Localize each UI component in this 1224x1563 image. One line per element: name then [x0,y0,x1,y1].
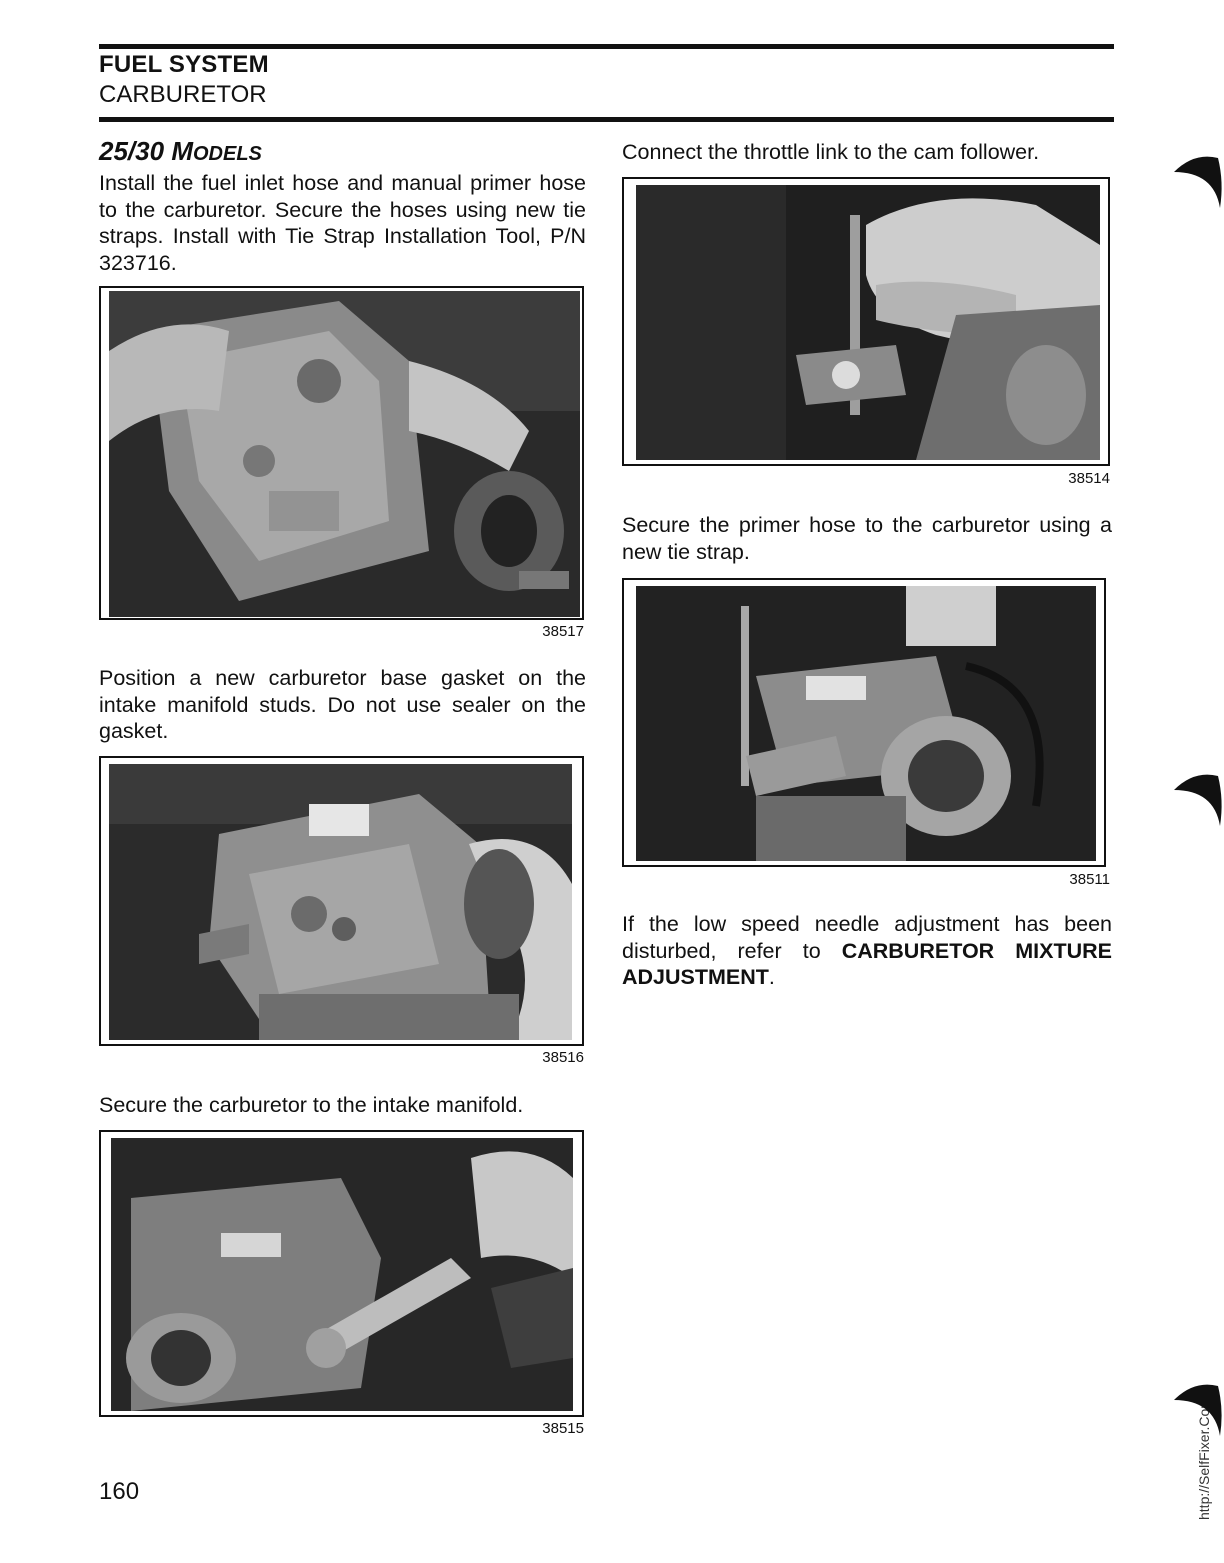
subsection-heading [99,136,262,167]
right-paragraph-2: Secure the primer hose to the carburetor using a new tie strap. [622,513,1112,564]
left-paragraph-1: Install the fuel inlet hose and manual primer hose to the carburetor. Secure the hoses using new tie straps. Install with Tie Strap Installation Tool, P/N 323716. [99,171,586,275]
left-paragraph-3: Secure the carburetor to the intake manifold. [99,1093,524,1117]
heading-word: MODELS [171,136,262,166]
throttle-link-photo [636,185,1100,460]
header-rule-bottom [99,117,1114,122]
right-paragraph-1: Connect the throttle link to the cam follower. [622,140,1040,164]
figure-38517 [99,286,584,620]
figure-number-38511: 38511 [1069,871,1110,888]
binder-tab-mark-3 [1174,1380,1224,1436]
binder-tab-mark-1 [1174,152,1224,208]
section-title: FUEL SYSTEM [99,51,269,78]
carburetor-photo-1 [109,291,580,617]
watermark: http://SelfFixer.Com [1196,1397,1212,1520]
mixture-adjustment-reference: CARBURETOR MIXTURE ADJUSTMENT [622,938,1112,989]
page-number: 160 [99,1478,140,1505]
right-paragraph-3: If the low speed needle adjustment has been disturbed, refer to CARBURETOR MIXTURE ADJUSTMENT. [622,912,1112,989]
figure-38511 [622,578,1106,867]
binder-tab-mark-2 [1174,770,1224,826]
figure-number-38514: 38514 [1068,470,1110,487]
figure-38514 [622,177,1110,466]
left-paragraph-2: Position a new carburetor base gasket on the intake manifold studs. Do not use sealer on the gasket. [99,666,586,743]
figure-number-38516: 38516 [542,1049,584,1066]
primer-hose-photo [636,586,1096,861]
figure-38515 [99,1130,584,1417]
header-rule-top [99,44,1114,49]
section-subtitle: CARBURETOR [99,81,267,108]
figure-number-38515: 38515 [542,1420,584,1437]
figure-number-38517: 38517 [542,623,584,640]
figure-38516 [99,756,584,1046]
carburetor-photo-2 [109,764,572,1040]
carburetor-photo-3 [111,1138,573,1411]
heading-number: 25/30 [99,136,165,166]
